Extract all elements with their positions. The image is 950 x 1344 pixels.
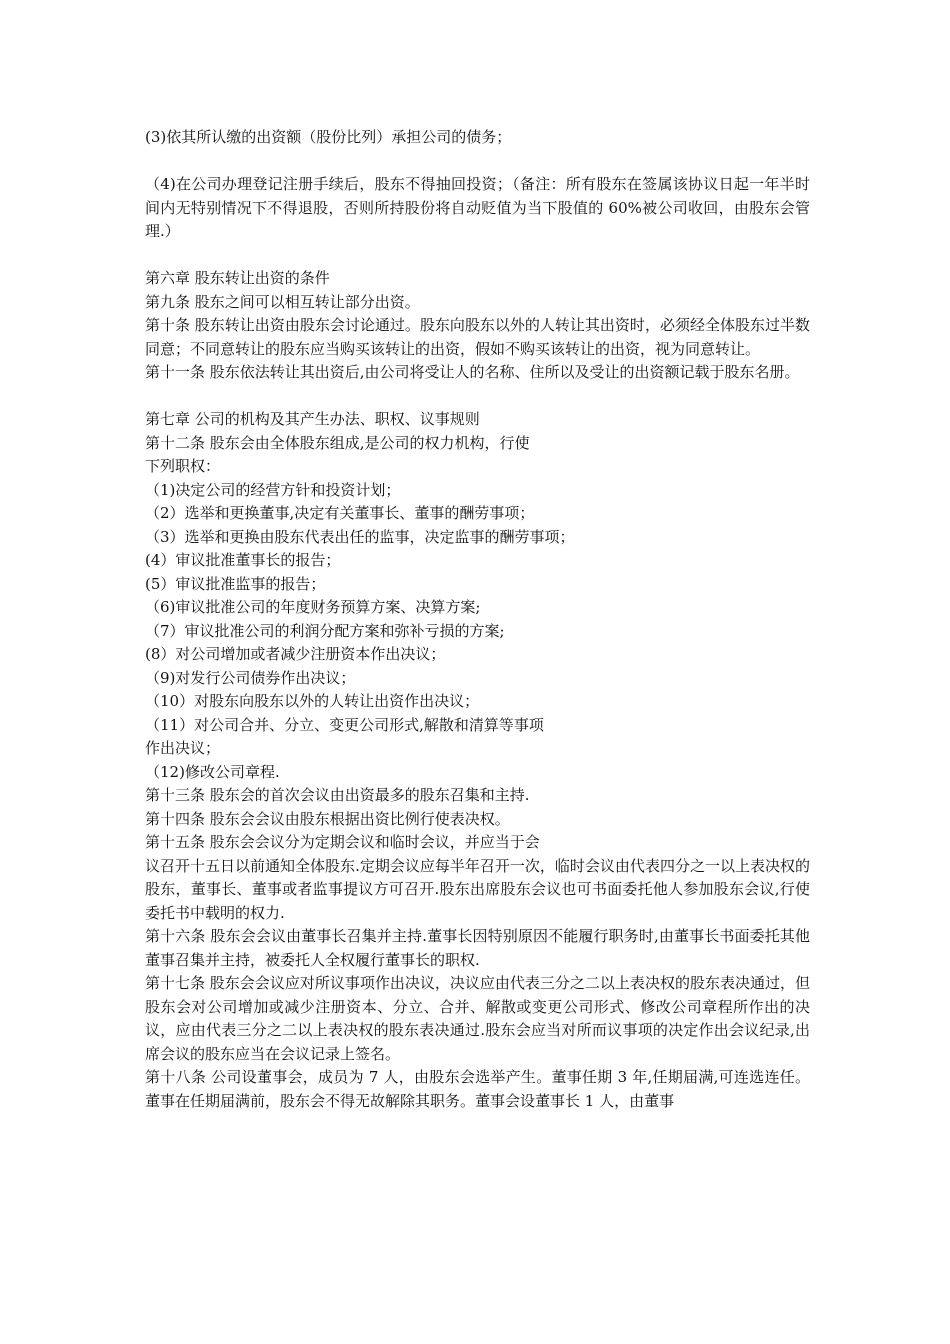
power-item-11-line-1: （11）对公司合并、分立、变更公司形式,解散和清算等事项 (145, 715, 544, 734)
article-10: 第十条 股东转让出资由股东会讨论通过。股东向股东以外的人转让其出资时，必须经全体股东过半数同意；不同意转让的股东应当购买该转让的出资，假如不购买该转让的出资，视为同意转让。 (145, 316, 810, 358)
power-item-3: （3）选举和更换由股东代表出任的监事，决定监事的酬劳事项； (145, 527, 575, 546)
document-body (145, 126, 810, 1113)
power-item-2: （2）选举和更换董事,决定有关董事长、董事的酬劳事项； (145, 504, 535, 522)
article-12-line-1: 第十二条 股东会由全体股东组成,是公司的权力机构，行使 (145, 433, 530, 452)
article-16: 第十六条 股东会会议由董事长召集并主持.董事长因特别原因不能履行职务时,由董事长书面委托其他董事召集并主持，被委托人全权履行董事长的职权. (145, 927, 810, 969)
clause-3: (3)依其所认缴的出资额（股份比列）承担公司的债务； (145, 128, 512, 146)
power-item-5: (5）审议批准监事的报告； (145, 574, 326, 593)
spacer (145, 150, 810, 174)
article-15-body: 议召开十五日以前通知全体股东.定期会议应每半年召开一次，临时会议由代表四分之一以上表决权的股东，董事长、董事或者监事提议方可召开.股东出席股东会议也可书面委托他人参加股东会议,行使委托书中载明的权力. (145, 856, 810, 922)
power-item-4: (4）审议批准董事长的报告； (145, 551, 341, 569)
power-item-7: （7）审议批准公司的利润分配方案和弥补亏损的方案; (145, 621, 505, 640)
article-15-line-1: 第十五条 股东会会议分为定期会议和临时会议，并应当于会 (145, 833, 540, 851)
article-17: 第十七条 股东会会议应对所议事项作出决议，决议应由代表三分之二以上表决权的股东表决通过，但股东会对公司增加或减少注册资本、分立、合并、解散或变更公司形式、修改公司章程所作出的决议，应由代表三分之二以上表决权的股东表决通过.股东会应当对所而议事项的决定作出会议纪录,出席会议的股东应当在会议记录上签名。 (145, 974, 810, 1063)
power-item-8: (8）对公司增加或者减少注册资本作出决议； (145, 645, 446, 663)
power-item-1: （1)决定公司的经营方针和投资计划； (145, 480, 401, 499)
spacer (145, 244, 810, 268)
power-item-10: （10）对股东向股东以外的人转让出资作出决议； (145, 692, 480, 710)
power-item-12: （12)修改公司章程. (145, 762, 280, 781)
spacer (145, 385, 810, 409)
power-item-11-line-2: 作出决议； (145, 739, 221, 757)
article-9: 第九条 股东之间可以相互转让部分出资。 (145, 292, 420, 311)
clause-4: （4)在公司办理登记注册手续后，股东不得抽回投资；（备注：所有股东在签属该协议日起一年半时间内无特别情况下不得退股，否则所持股份将自动贬值为当下股值的 60%被公司收回，由股东会管理.） (145, 175, 810, 240)
chapter-6-title: 第六章 股东转让出资的条件 (145, 269, 330, 287)
article-18: 第十八条 公司设董事会，成员为 7 人，由股东会选举产生。董事任期 3 年,任期届满,可连选连任。董事在任期届满前，股东会不得无故解除其职务。董事会设董事长 1 人，由董事 (145, 1068, 810, 1110)
article-13: 第十三条 股东会的首次会议由出资最多的股东召集和主持. (145, 786, 530, 804)
chapter-7-title: 第七章 公司的机构及其产生办法、职权、议事规则 (145, 410, 480, 428)
article-11: 第十一条 股东依法转让其出资后,由公司将受让人的名称、住所以及受让的出资额记载于股东名册。 (145, 363, 800, 381)
article-12-line-2: 下列职权： (145, 457, 221, 475)
power-item-9: （9)对发行公司债券作出决议； (145, 668, 356, 687)
power-item-6: （6)审议批准公司的年度财务预算方案、决算方案; (145, 598, 481, 616)
article-14: 第十四条 股东会会议由股东根据出资比例行使表决权。 (145, 809, 510, 828)
